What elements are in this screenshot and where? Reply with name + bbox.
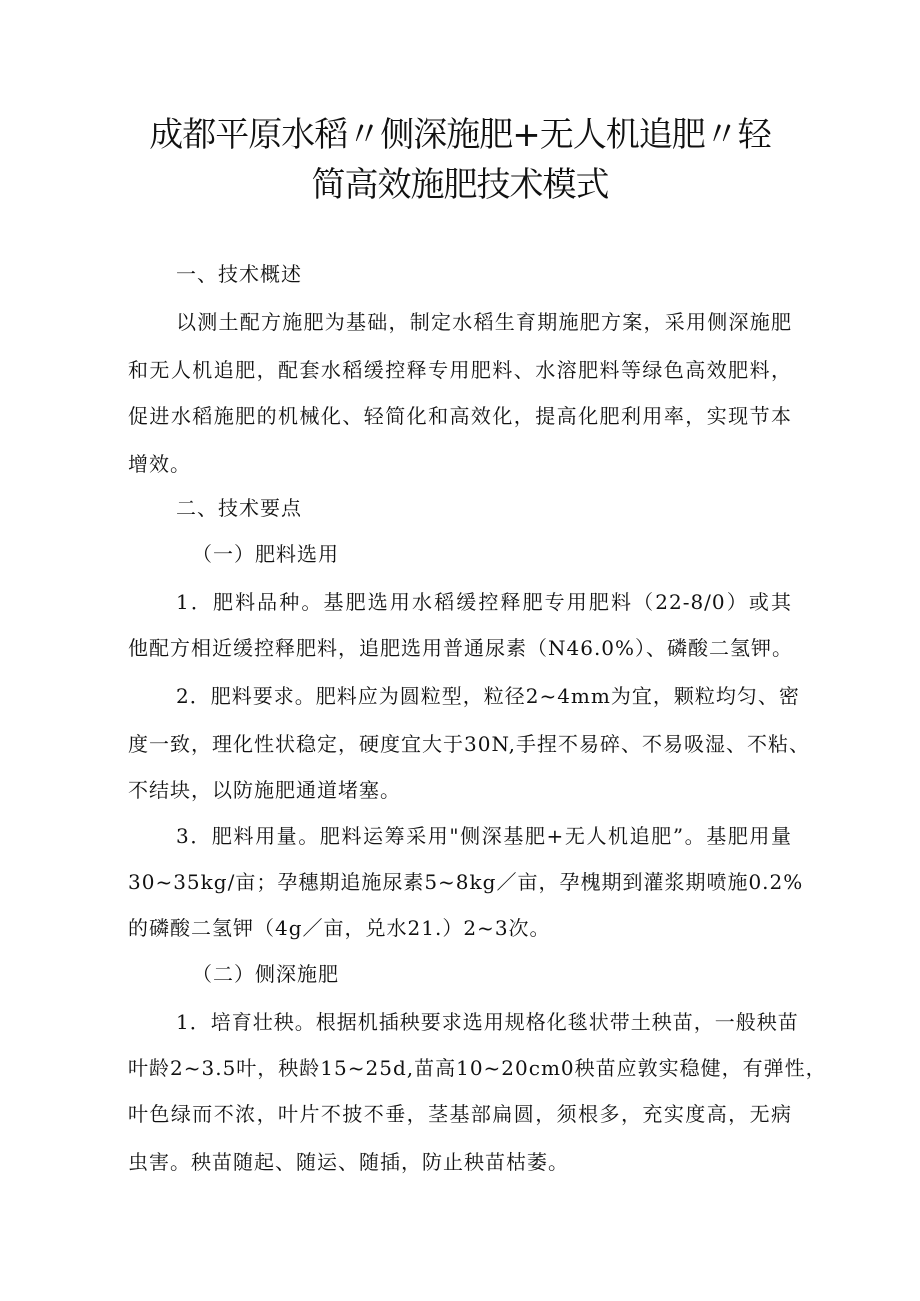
fertilizer-amount-line-3: 的磷酸二氢钾（4g／亩，兑水21.）2~3次。 (128, 916, 551, 940)
seedling-line-2: 叶龄2~3.5叶，秧龄15~25d,苗高10~20cm0秧苗应敦实稳健，有弹性， (128, 1056, 827, 1080)
overview-line-1: 以测土配方施肥为基础，制定水稻生育期施肥方案，采用侧深施肥 (176, 310, 792, 334)
fertilizer-amount-line-1: 3．肥料用量。肥料运筹采用"侧深基肥+无人机追肥”。基肥用量 (176, 824, 792, 848)
subsection-heading-side-deep-fertilization: （二）侧深施肥 (192, 962, 339, 986)
fertilizer-requirement-line-1: 2．肥料要求。肥料应为圆粒型，粒径2~4mm为宜，颗粒均匀、密 (176, 684, 800, 708)
fertilizer-requirement-line-3: 不结块，以防施肥通道堵塞。 (128, 778, 401, 802)
fertilizer-amount-line-2: 30~35kg/亩；孕穗期追施尿素5~8kg／亩，孕槐期到灌浆期喷施0.2% (128, 870, 804, 894)
fertilizer-variety-line-1: 1．肥料品种。基肥选用水稻缓控释肥专用肥料（22-8/0）或其 (176, 590, 792, 614)
seedling-line-1: 1．培育壮秧。根据机插秧要求选用规格化毯状带土秧苗，一般秧苗 (176, 1010, 799, 1034)
seedling-line-3: 叶色绿而不浓，叶片不披不垂，茎基部扁圆，须根多，充实度高，无病 (128, 1102, 792, 1126)
overview-line-3: 促进水稻施肥的机械化、轻简化和高效化，提高化肥利用率，实现节本 (128, 404, 792, 428)
section-heading-key-points: 二、技术要点 (176, 496, 302, 520)
overview-line-4: 增效。 (128, 452, 191, 476)
seedling-line-4: 虫害。秧苗随起、随运、随插，防止秧苗枯萎。 (128, 1150, 569, 1174)
fertilizer-variety-line-2: 他配方相近缓控释肥料，追肥选用普通尿素（N46.0%）、磷酸二氢钾。 (128, 636, 794, 660)
section-heading-overview: 一、技术概述 (176, 262, 302, 286)
overview-line-2: 和无人机追肥，配套水稻缓控释专用肥料、水溶肥料等绿色高效肥料， (128, 358, 792, 382)
document-title-line-2: 简高效施肥技术模式 (311, 165, 609, 205)
fertilizer-requirement-line-2: 度一致，理化性状稳定，硬度宜大于30N,手捏不易碎、不易吸湿、不粘、 (128, 732, 811, 756)
document-title-line-1: 成都平原水稻〃侧深施肥+无人机追肥〃轻 (149, 115, 771, 155)
subsection-heading-fertilizer-selection: （一）肥料选用 (192, 542, 339, 566)
